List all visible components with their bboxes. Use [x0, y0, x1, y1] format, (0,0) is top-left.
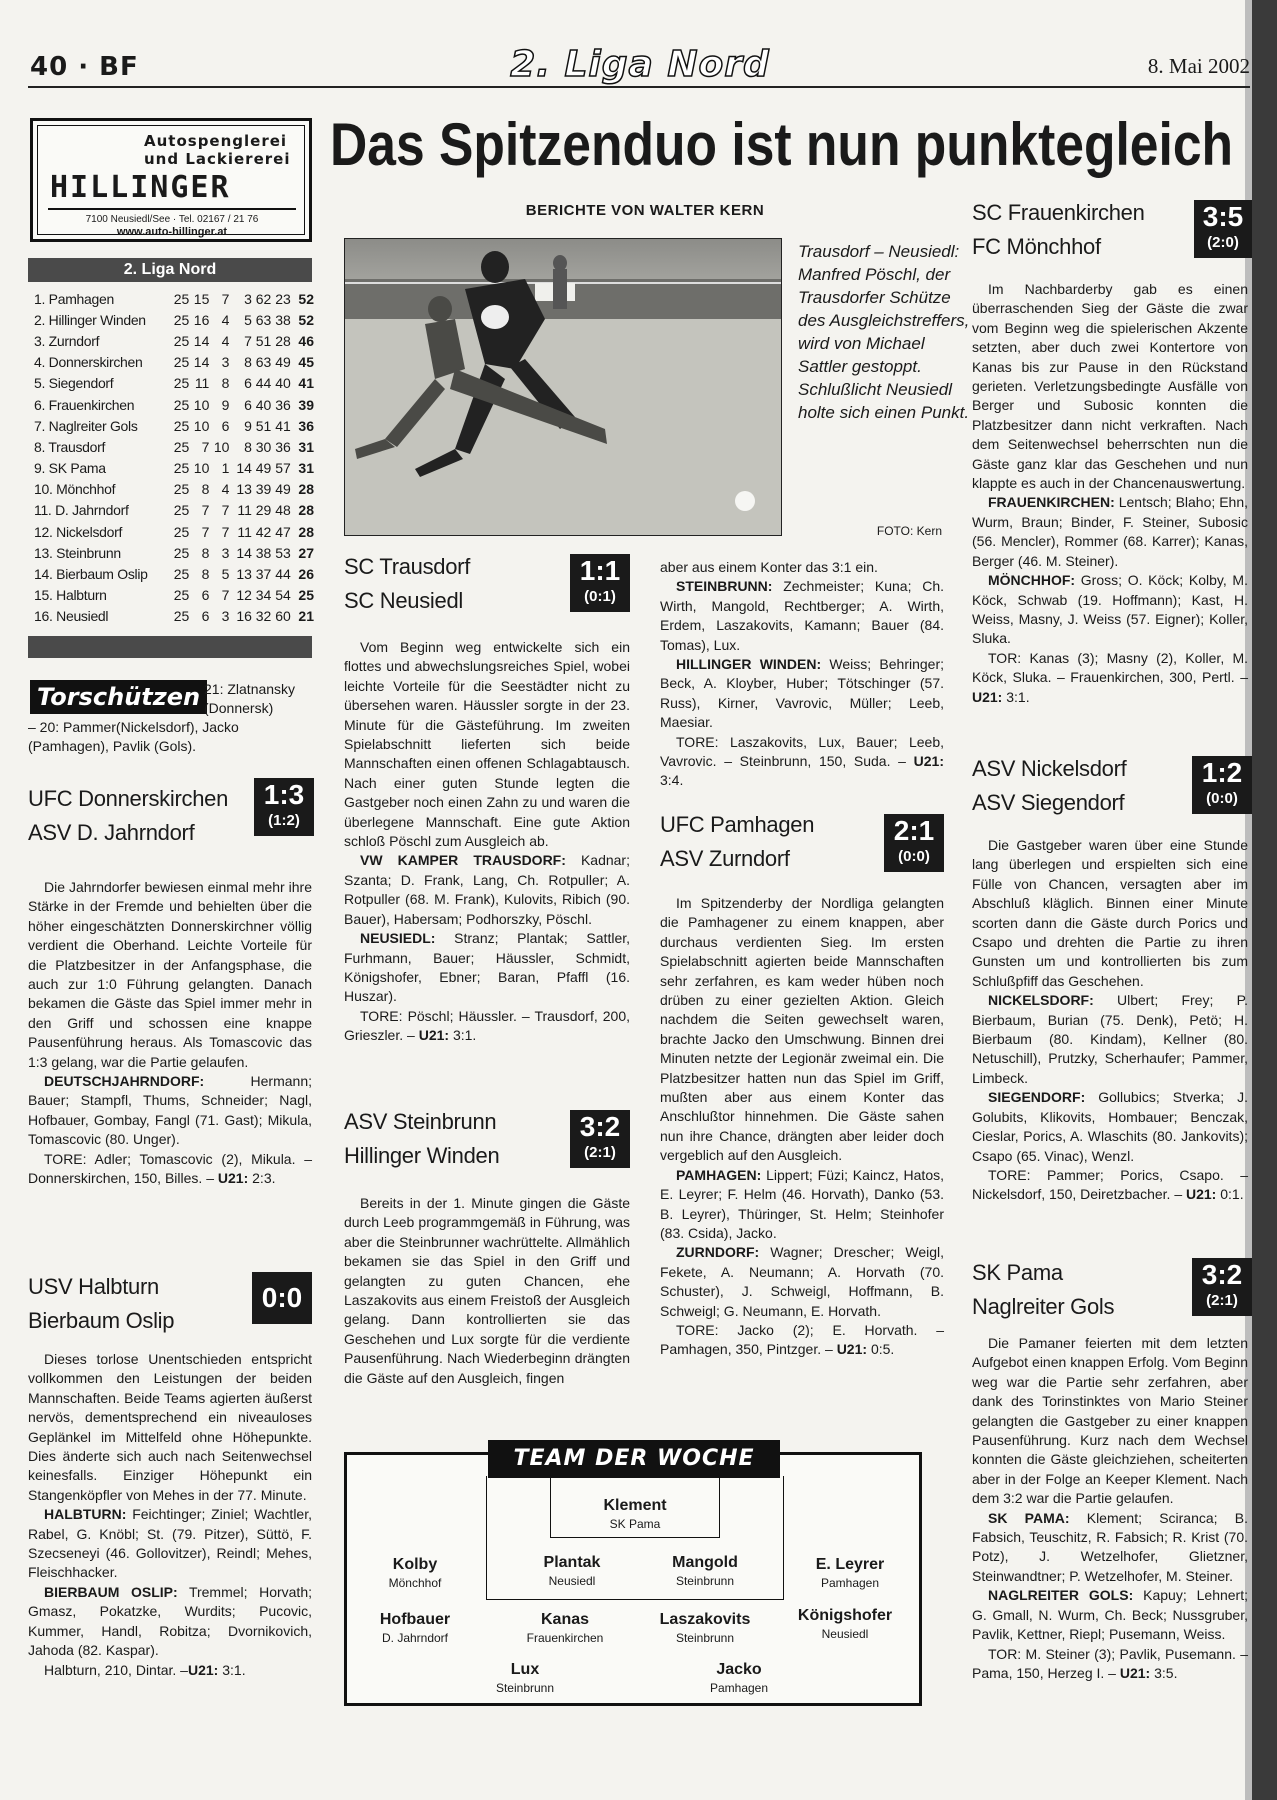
team-name: 13. Steinbrunn: [34, 544, 121, 561]
losses-and-goals: 6 40 36: [244, 396, 291, 413]
points: 45: [298, 354, 314, 371]
scorers-title: Torschützen: [30, 680, 207, 714]
final-score: 1:2: [1201, 757, 1243, 788]
games-played: 25: [173, 417, 190, 434]
final-score: 3:5: [1202, 201, 1244, 232]
losses-and-goals: 12 34 54: [236, 587, 291, 604]
ad-line-1: Autospenglerei: [144, 132, 288, 150]
ad-line-2: und Lackiererei: [144, 150, 291, 168]
team-name: 11. D. Jahrndorf: [34, 502, 129, 519]
player-name: Kanas: [540, 1611, 590, 1628]
lineup: Zechmeister; Kuna; Ch. Wirth, Mangold, Rechtberger; A. Wirth, Erdem, Laszakovits, Kamann; Bauer (84. Tomas), Lux.: [660, 578, 945, 653]
games-played: 25: [173, 332, 190, 349]
games-played: 25: [173, 566, 190, 583]
wins: 10: [193, 460, 210, 477]
team-name: 5. Siegendorf: [34, 375, 114, 392]
goals: Jacko (2); E. Horvath. – Pamhagen, 350, Pintzger. –: [660, 1321, 944, 1358]
losses-and-goals: 5 63 38: [244, 311, 291, 328]
points: 21: [298, 608, 314, 625]
standings-table: [34, 288, 314, 627]
wins: 16: [193, 311, 210, 328]
goals-label: TOR:: [988, 1645, 1022, 1662]
player: [340, 1555, 490, 1591]
standings-row: [34, 500, 314, 521]
match-header-frauenkirchen: [972, 196, 1145, 264]
match-report-steinbrunn-continued: [660, 558, 944, 791]
goals-label: TORE:: [676, 1321, 719, 1338]
wins: 6: [201, 608, 210, 625]
team-name: 7. Naglreiter Gols: [34, 417, 138, 434]
away-team: FC Mönchhof: [972, 234, 1101, 259]
wins: 6: [201, 587, 210, 604]
lineup: Kadnar; Szanta; D. Frank, Lang, Ch. Rotpuller; A. Rotpuller (68. M. Frank), Kulovits, Ribich (90. Bauer), Habersam; Podhorszky, Pöschl.: [344, 852, 630, 927]
points: 36: [298, 417, 314, 434]
u21-label: U21:: [1119, 1664, 1151, 1681]
player: [630, 1553, 780, 1589]
standings-row: [34, 394, 314, 415]
wins: 8: [201, 544, 210, 561]
points: 28: [298, 502, 314, 519]
points: 28: [298, 481, 314, 498]
final-score: 1:3: [263, 779, 305, 810]
report-text: Die Pamaner feierten mit dem letzten Aufgebot einen knappen Erfolg. Vom Beginn weg war die Partie sehr zerfahren, aber dank des Torinstinktes von Mario Steiner gelangten die Gastgeber zu einer knappen Pausenführung. Kurz nach dem Wechsel konnten die Gäste gleichziehen, scheiterten aber in der Folge an Keeper Klement. Nach dem 3:2 war die Partie gelaufen.: [972, 1335, 1248, 1507]
photo-illustration: [345, 239, 782, 536]
home-team: ASV Steinbrunn: [344, 1109, 497, 1134]
match-report-halbturn: [28, 1350, 312, 1680]
score-box: [1192, 756, 1252, 814]
match-header-steinbrunn: [344, 1105, 499, 1173]
draws: 4: [221, 481, 230, 498]
losses-and-goals: 13 39 49: [236, 481, 291, 498]
report-text: Bereits in der 1. Minute gingen die Gäste durch Leeb programmgemäß in Führung, was aber die Steinbrunner wachrüttelte. Allmählich bekamen sie das Spiel in den Griff und gelangten zu guten Chancen, ehe Laszakovits aus einem Freistoß der Ausgleich gelang. Dann kontrollierten sie das Geschehen und Lux sorgte für die verdiente Pausenführung. Nach Wiederbeginn drängten die Gäste auf den Ausgleich, fingen: [344, 1195, 630, 1386]
home-team: UFC Pamhagen: [660, 812, 815, 837]
wins: 11: [194, 375, 210, 392]
goals: Pöschl; Häussler. – Trausdorf, 200, Grieszler. –: [344, 1007, 631, 1044]
player-club: Steinbrunn: [675, 1574, 735, 1588]
team-name: 10. Mönchhof: [34, 481, 116, 498]
team-name: 8. Trausdorf: [34, 438, 106, 455]
report-continuation: aber aus einem Konter das 3:1 ein.: [660, 559, 878, 575]
report-text: Die Gastgeber waren über eine Stunde lang überlegen und erspielten sich eine Fülle von Chancen, versagten aber im Abschluß kläglich. Binnen einer Minute scorten dann die Gäste durch Porics und Csapo und drehten die Partie zu ihren Gunsten um und kontrollierten bis zum Schlußpfiff das Geschehen.: [972, 837, 1248, 989]
halftime-score: (2:1): [1206, 1292, 1238, 1309]
wins: 8: [201, 566, 210, 583]
losses-and-goals: 11 42 47: [237, 523, 291, 540]
lineup-label-2: SIEGENDORF:: [988, 1089, 1086, 1106]
lineup: Feichtinger; Ziniel; Wachtler, Rabel, G. Knöbl; St. (79. Pitzer), Süttö, F. Szecseneyi (46. Gollovitzer), Reindl; Mehes, Fleischhacker.: [28, 1506, 312, 1581]
losses-and-goals: 14 49 57: [236, 460, 291, 477]
player-club: Pamhagen: [709, 1681, 769, 1695]
lineup-label-2: HILLINGER WINDEN:: [676, 656, 822, 673]
losses-and-goals: 13 37 44: [236, 566, 291, 583]
games-played: 25: [173, 481, 190, 498]
u21-label: U21:: [972, 688, 1003, 705]
u21-label: U21:: [217, 1170, 249, 1187]
player-club: Neusiedl: [821, 1627, 869, 1641]
standings-row: [34, 563, 314, 584]
lineup-2: Gollubics; Stverka; J. Golubits, Klikovits, Hombauer; Benczak, Cieslar, Porics, A. Wlaschits (80. Jankovits); Csapo (65. Vinac), Wenzl.: [972, 1089, 1248, 1164]
issue-date: 8. Mai 2002: [1147, 54, 1250, 78]
points: 52: [298, 290, 314, 307]
final-score: 3:2: [1201, 1259, 1243, 1290]
match-header-donnerskirchen: [28, 782, 228, 850]
goals: Laszakovits, Lux, Bauer; Leeb, Vavrovic. – Steinbrunn, 150, Suda. –: [660, 733, 944, 770]
home-team: SC Trausdorf: [344, 554, 471, 579]
page-number: 40 · BF: [30, 52, 139, 82]
byline: BERICHTE VON WALTER KERN: [525, 202, 765, 219]
wins: 7: [201, 438, 210, 455]
u21-label: U21:: [913, 753, 944, 770]
score-box: [884, 814, 944, 872]
goals: Pammer; Porics, Csapo. – Nickelsdorf, 150, Deiretzbacher. –: [972, 1166, 1248, 1203]
page-binding-shadow: [1252, 0, 1277, 1800]
away-team: Bierbaum Oslip: [28, 1308, 175, 1333]
player-name: Hofbauer: [379, 1611, 451, 1628]
lineup: Ulbert; Frey; P. Bierbaum, Burian (75. Denk), Petö; H. Bierbaum (80. Kindam), Kellner (80. Netuschill), Prutzky, Scherhaufer; Pammer, Limbeck.: [972, 992, 1249, 1086]
match-header-pama: [972, 1256, 1114, 1324]
away-team: ASV D. Jahrndorf: [28, 820, 195, 845]
lineup-label: FRAUENKIRCHEN:: [988, 494, 1115, 511]
games-played: 25: [173, 460, 190, 477]
ad-company-name: HILLINGER: [50, 170, 231, 205]
player-name: Plantak: [543, 1554, 601, 1571]
scorers-rest-text: – 20: Pammer(Nickelsdorf), Jacko (Pamhagen), Pavlik (Gols).: [28, 719, 239, 754]
games-played: 25: [173, 438, 190, 455]
match-report-pamhagen: [660, 894, 944, 1360]
away-team: ASV Siegendorf: [972, 790, 1125, 815]
player: [450, 1660, 600, 1696]
losses-and-goals: 7 51 28: [244, 332, 291, 349]
u21-result: 3:1.: [1006, 688, 1030, 705]
match-report-pama: [972, 1334, 1248, 1683]
lineup-label-2: MÖNCHHOF:: [988, 572, 1076, 589]
scorers-rest: [28, 718, 314, 756]
standings-row: [34, 373, 314, 394]
u21-label: U21:: [836, 1341, 868, 1358]
wins: 14: [193, 354, 210, 371]
home-team: USV Halbturn: [28, 1274, 159, 1299]
match-header-pamhagen: [660, 808, 814, 876]
away-team: ASV Zurndorf: [660, 846, 790, 871]
player: [630, 1610, 780, 1646]
team-name: 3. Zurndorf: [34, 332, 100, 349]
team-name: 12. Nickelsdorf: [34, 523, 123, 540]
points: 28: [298, 523, 314, 540]
lineup-label-2: NAGLREITER GOLS:: [988, 1587, 1134, 1604]
standings-footer-bar: [28, 636, 312, 658]
lineup-label: NICKELSDORF:: [988, 992, 1094, 1009]
match-report-trausdorf: [344, 638, 630, 1046]
halftime-score: (2:1): [584, 1144, 616, 1161]
halftime-score: (0:1): [584, 588, 616, 605]
ad-url: www.auto-hillinger.at: [116, 226, 228, 238]
player-club: D. Jahrndorf: [381, 1631, 449, 1645]
draws: 6: [221, 417, 230, 434]
games-played: 25: [173, 523, 190, 540]
standings-row: [34, 479, 314, 500]
lineup-2: Weiss; Behringer; Beck, A. Kloyber, Huber; Tötschinger (57. Russ), Kirner, Vavrovic, Müller; Leeb, Maesiar.: [660, 656, 945, 731]
player-club: Neusiedl: [548, 1574, 596, 1588]
final-score: 2:1: [893, 815, 935, 846]
player-name: Kolby: [392, 1556, 438, 1573]
wins: 7: [201, 523, 210, 540]
lineup: Klement; Sciranca; B. Fabsich, Teuschitz, R. Fabsich; R. Krist (70. Potz), J. Wetzelhofer, Glietzner, Steinwandtner; P. Wetzelhofer, M. Steiner.: [972, 1509, 1248, 1584]
team-name: 2. Hillinger Winden: [34, 311, 146, 328]
games-played: 25: [173, 354, 190, 371]
away-team: Naglreiter Gols: [972, 1294, 1115, 1319]
report-text: Im Nachbarderby gab es einen überraschenden Sieg der Gäste die zwar vom Beginn weg die spielerischen Akzente setzten, aber duch zwei Kontertore von Kanas bis zur Pause in den Rückstand gerieten. Verletzungsbedingte Ausfälle von Berger und Subosic konnten die Platzbesitzer dann nicht verkraften. Nach dem Seitenwechsel beherrschten nun die Gäste ganz klar das Geschehen und nun klappte es auch in der Chancenauswertung.: [972, 281, 1248, 492]
lineup: Lippert; Füzi; Kaincz, Hatos, E. Leyrer; F. Helm (46. Horvath), Danko (53. B. Leyrer), Thüringer, St. Helm; Steinhofer (83. Csida), Jacko.: [660, 1166, 945, 1241]
team-name: 16. Neusiedl: [34, 608, 109, 625]
ad-frame: [37, 125, 305, 238]
report-text: Dieses torlose Unentschieden entspricht vollkommen den Leistungen der beiden Mannschaften. Beide Teams agierten äußerst nervös, dementsprechend ein niveauloses Geplänkel im Mittelfeld ohne Höhepunkte. Dies änderte sich auch nach Seitenwechsel keinesfalls. Einziger Höhepunkt ein Stangenköpfler von Mehes in der 77. Minute.: [28, 1351, 312, 1503]
wins: 10: [193, 396, 210, 413]
player: [664, 1660, 814, 1696]
games-played: 25: [173, 608, 190, 625]
standings-row: [34, 542, 314, 563]
team-of-the-week-title: TEAM DER WOCHE: [488, 1440, 780, 1478]
u21-result: 2:3.: [252, 1170, 276, 1187]
lineup-2: Tremmel; Horvath; Gmasz, Pokatzke, Wurdits; Pucovic, Kummer, Handl, Robitza; Dvornikovich, Jahoda (82. Kaspar).: [28, 1583, 312, 1659]
u21-result: 3:5.: [1154, 1664, 1178, 1681]
losses-and-goals: 16 32 60: [236, 608, 291, 625]
lineup-label: SK PAMA:: [988, 1509, 1070, 1526]
away-team: Hillinger Winden: [344, 1143, 500, 1168]
standings-row: [34, 585, 314, 606]
wins: 7: [201, 502, 210, 519]
draws: 9: [221, 396, 230, 413]
lineup-label: DEUTSCHJAHRNDORF:: [44, 1073, 205, 1090]
team-name: 14. Bierbaum Oslip: [34, 566, 148, 583]
losses-and-goals: 14 38 53: [236, 544, 291, 561]
player: [497, 1553, 647, 1589]
goals: M. Steiner (3); Pavlik, Pusemann. – Pama, 150, Herzeg I. –: [972, 1645, 1248, 1681]
section-title: 2. Liga Nord: [510, 44, 770, 85]
player: [490, 1610, 640, 1646]
standings-row: [34, 288, 314, 309]
advertisement: [30, 118, 312, 242]
u21-result: 0:5.: [870, 1341, 895, 1358]
score-box: [570, 554, 630, 612]
match-info: Halbturn, 210, Dintar. –: [44, 1661, 188, 1678]
wins: 14: [193, 332, 210, 349]
draws: 10: [213, 438, 230, 455]
draws: 3: [221, 544, 230, 561]
draws: 7: [221, 290, 230, 307]
lineup: Lentsch; Blaho; Ehn, Wurm, Braun; Binder, F. Steiner, Subosic (56. Mencler), Rommer (68. Karrer); Kanas, Berger (46. M. Steiner).: [972, 494, 1249, 569]
points: 26: [298, 566, 314, 583]
games-played: 25: [173, 396, 190, 413]
goals: Kanas (3); Masny (2), Koller, M. Köck, Sluka. – Frauenkirchen, 300, Pertl. –: [972, 649, 1248, 686]
final-score: 0:0: [261, 1282, 303, 1313]
lineup-label-2: NEUSIEDL:: [360, 930, 436, 947]
final-score: 3:2: [579, 1111, 621, 1142]
match-report-nickelsdorf: [972, 836, 1248, 1205]
match-header-trausdorf: [344, 550, 470, 618]
home-team: SK Pama: [972, 1260, 1063, 1285]
score-box: [254, 778, 314, 836]
halftime-score: (0:0): [898, 848, 930, 865]
draws: 7: [221, 502, 230, 519]
points: 27: [298, 544, 314, 561]
games-played: 25: [173, 375, 190, 392]
points: 31: [298, 438, 314, 455]
u21-label: U21:: [187, 1661, 219, 1678]
losses-and-goals: 11 29 48: [237, 502, 291, 519]
draws: 4: [221, 311, 230, 328]
lineup-2: Wagner; Drescher; Weigl, Fekete, A. Neumann; A. Horvath (70. Schuster), J. Schweigl, Hoffmann, B. Schweigl; G. Neumann, E. Horvath.: [660, 1244, 945, 1319]
home-team: ASV Nickelsdorf: [972, 756, 1127, 781]
games-played: 25: [173, 544, 190, 561]
lineup-label: PAMHAGEN:: [676, 1166, 762, 1183]
score-box: [1194, 200, 1252, 258]
standings-row: [34, 415, 314, 436]
match-photo: [344, 238, 782, 536]
standings-title: 2. Liga Nord: [28, 258, 312, 282]
goals-label: TORE:: [676, 733, 719, 750]
player-name: Königshofer: [797, 1607, 893, 1624]
u21-result: 0:1.: [1220, 1186, 1244, 1203]
goals-label: TORE:: [988, 1166, 1031, 1183]
draws: 3: [221, 354, 230, 371]
u21-label: U21:: [418, 1027, 450, 1044]
home-team: UFC Donnerskirchen: [28, 786, 229, 811]
lineup-2: Gross; O. Köck; Kolby, M. Köck, Schwab (19. Hoffmann); Kast, H. Weiss, Masny, J. Weiss (57. Eigner); Koller, Sluka.: [972, 572, 1248, 647]
ad-divider: [48, 208, 296, 210]
u21-label: U21:: [1186, 1186, 1217, 1203]
report-text: Im Spitzenderby der Nordliga gelangten die Pamhagener zu einem knappen, aber durchaus verdienten Sieg. Im ersten Spielabschnitt agierten beide Mannschaften sehr zerfahren, es kam weder hüben noch drüben zu einer gezielten Aktion. Gleich nachdem die Seiten gewechselt waren, brachte Jacko den Umschwung. Binnen drei Minuten netzte der Legionär zweimal ein. Die Platzbesitzer hatten nun das Spiel im Griff, mußten aber aus einem Konter das Anschlußtor hinnehmen. Die Gäste sahen nun ihre Chance, drängten aber leider doch vergeblich auf den Ausgleich.: [660, 895, 944, 1164]
header-rule: [28, 86, 1250, 88]
wins: 10: [193, 417, 210, 434]
player-club: Frauenkirchen: [526, 1631, 604, 1645]
player-club: Steinbrunn: [495, 1681, 555, 1695]
player-club: Pamhagen: [820, 1576, 880, 1590]
lineup-label-2: ZURNDORF:: [676, 1244, 760, 1261]
photo-caption: Trausdorf – Neusiedl: Manfred Pöschl, der Trausdorfer Schütze des Ausgleichstreffers, wird von Michael Sattler gestoppt. Schlußlicht Neusiedl holte sich einen Punkt.: [798, 242, 970, 422]
draws: 1: [221, 460, 230, 477]
games-played: 25: [173, 290, 190, 307]
player-name: Jacko: [716, 1661, 762, 1678]
draws: 4: [221, 332, 230, 349]
scorers-first: 21: Zlatnansky (Donnersk): [204, 681, 296, 716]
losses-and-goals: 3 62 23: [244, 290, 291, 307]
team-name: 15. Halbturn: [34, 587, 107, 604]
standings-row: [34, 521, 314, 542]
games-played: 25: [173, 311, 190, 328]
score-box: [252, 1272, 312, 1324]
u21-result: 3:1.: [222, 1661, 246, 1678]
goals-label: TOR:: [988, 649, 1022, 666]
losses-and-goals: 8 30 36: [244, 438, 291, 455]
points: 41: [298, 375, 314, 392]
lineup-label: HALBTURN:: [44, 1506, 127, 1523]
report-text: Die Jahrndorfer bewiesen einmal mehr ihre Stärke in der Fremde und behielten über die höher eingeschätzten Donnerskirchner völlig verdient die Oberhand. Leichte Vorteile für die Platzbesitzer in der Anfangsphase, die auch zur 1:0 Führung gelangten. Danach bekamen die Gäste das Spiel immer mehr in den Griff und schossen eine knappe Pausenführung heraus. Als Tomascovic das 1:3 gelang, war die Partie gelaufen.: [28, 879, 312, 1070]
draws: 7: [221, 523, 230, 540]
away-team: SC Neusiedl: [344, 588, 463, 613]
lineup-label: VW KAMPER TRAUSDORF:: [360, 852, 566, 869]
draws: 8: [221, 375, 230, 392]
match-header-nickelsdorf: [972, 752, 1126, 820]
team-name: 1. Pamhagen: [34, 290, 114, 307]
points: 46: [298, 332, 314, 349]
wins: 15: [193, 290, 210, 307]
player-club: Mönchhof: [388, 1576, 442, 1590]
standings-row: [34, 330, 314, 351]
halftime-score: (0:0): [1206, 790, 1238, 807]
score-box: [570, 1110, 630, 1168]
score-box: [1192, 1258, 1252, 1316]
match-header-halbturn: [28, 1270, 174, 1338]
draws: 7: [221, 587, 230, 604]
match-report-frauenkirchen: [972, 280, 1248, 707]
player-club: SK Pama: [609, 1517, 661, 1531]
halftime-score: (1:2): [268, 812, 300, 829]
goals-label: TORE:: [360, 1007, 403, 1024]
ad-address: 7100 Neusiedl/See · Tel. 02167 / 21 76: [85, 214, 259, 225]
points: 31: [298, 460, 314, 477]
standings-row: [34, 436, 314, 457]
wins: 8: [201, 481, 210, 498]
player: [770, 1606, 920, 1642]
losses-and-goals: 8 63 49: [244, 354, 291, 371]
player: [340, 1610, 490, 1646]
team-name: 4. Donnerskirchen: [34, 354, 143, 371]
player-name: Lux: [510, 1661, 540, 1678]
team-name: 6. Frauenkirchen: [34, 396, 135, 413]
player-club: Steinbrunn: [675, 1631, 735, 1645]
lineup-2: Kapuy; Lehnert; G. Gmall, N. Wurm, Ch. Beck; Nussgruber, Pavlik, Kettner, Riepl; Pusemann, Weiss.: [972, 1587, 1248, 1643]
player-name: E. Leyrer: [815, 1556, 885, 1573]
home-team: SC Frauenkirchen: [972, 200, 1145, 225]
lineup-label: STEINBRUNN:: [676, 578, 773, 595]
points: 25: [298, 587, 314, 604]
player-name: Mangold: [672, 1554, 738, 1571]
halftime-score: (2:0): [1207, 234, 1239, 251]
photo-credit: FOTO: Kern: [876, 524, 942, 538]
standings-row: [34, 606, 314, 627]
headline: Das Spitzenduo ist nun punktegleich: [330, 111, 1234, 178]
match-report-donnerskirchen: [28, 878, 312, 1189]
player-name: Klement: [603, 1497, 667, 1514]
goals: Adler; Tomascovic (2), Mikula. – Donnerskirchen, 150, Billes. –: [28, 1150, 313, 1187]
lineup-label-2: BIERBAUM OSLIP:: [44, 1583, 178, 1600]
u21-result: 3:1.: [452, 1027, 477, 1044]
match-report-steinbrunn: [344, 1194, 630, 1388]
team-name: 9. SK Pama: [34, 460, 106, 477]
draws: 5: [221, 566, 230, 583]
player-gk: [560, 1496, 710, 1532]
games-played: 25: [173, 587, 190, 604]
lineup-2: Stranz; Plantak; Sattler, Furhmann, Bauer; Häussler, Schmidt, Königshofer, Ebner; Baran, Pfaffl (16. Huszar).: [344, 930, 631, 1005]
games-played: 25: [173, 502, 190, 519]
points: 52: [298, 311, 314, 328]
player-name: Laszakovits: [659, 1611, 751, 1628]
final-score: 1:1: [579, 555, 621, 586]
losses-and-goals: 6 44 40: [244, 375, 291, 392]
report-text: Vom Beginn weg entwickelte sich ein flottes und abwechslungsreiches Spiel, wobei leichte Vorteile für die Seestädter nicht zu übersehen waren. Häussler sorgte in der 23. Minute für die Gästeführung. Im zweiten Spielabschnitt lieferten sich beide Mannschaften einen offenen Schlagabtausch. Nach einer guten Stunde legten die Gastgeber noch einen Zahn zu und waren die überlegene Mannschaft. Eine gute Aktion schloß Pöschl zum Ausgleich ab.: [344, 639, 630, 850]
losses-and-goals: 9 51 41: [244, 417, 291, 434]
u21-result: 3:4.: [660, 772, 684, 789]
draws: 3: [221, 608, 230, 625]
lineup: Hermann; Bauer; Stampfl, Thums, Schneider; Nagl, Hofbauer, Gombay, Fangl (71. Gast); Mikula, Tomascovic (80. Unger).: [28, 1073, 312, 1148]
points: 39: [298, 396, 314, 413]
standings-row: [34, 458, 314, 479]
standings-row: [34, 309, 314, 330]
goals-label: TORE:: [44, 1150, 87, 1167]
standings-row: [34, 352, 314, 373]
player: [775, 1555, 925, 1591]
